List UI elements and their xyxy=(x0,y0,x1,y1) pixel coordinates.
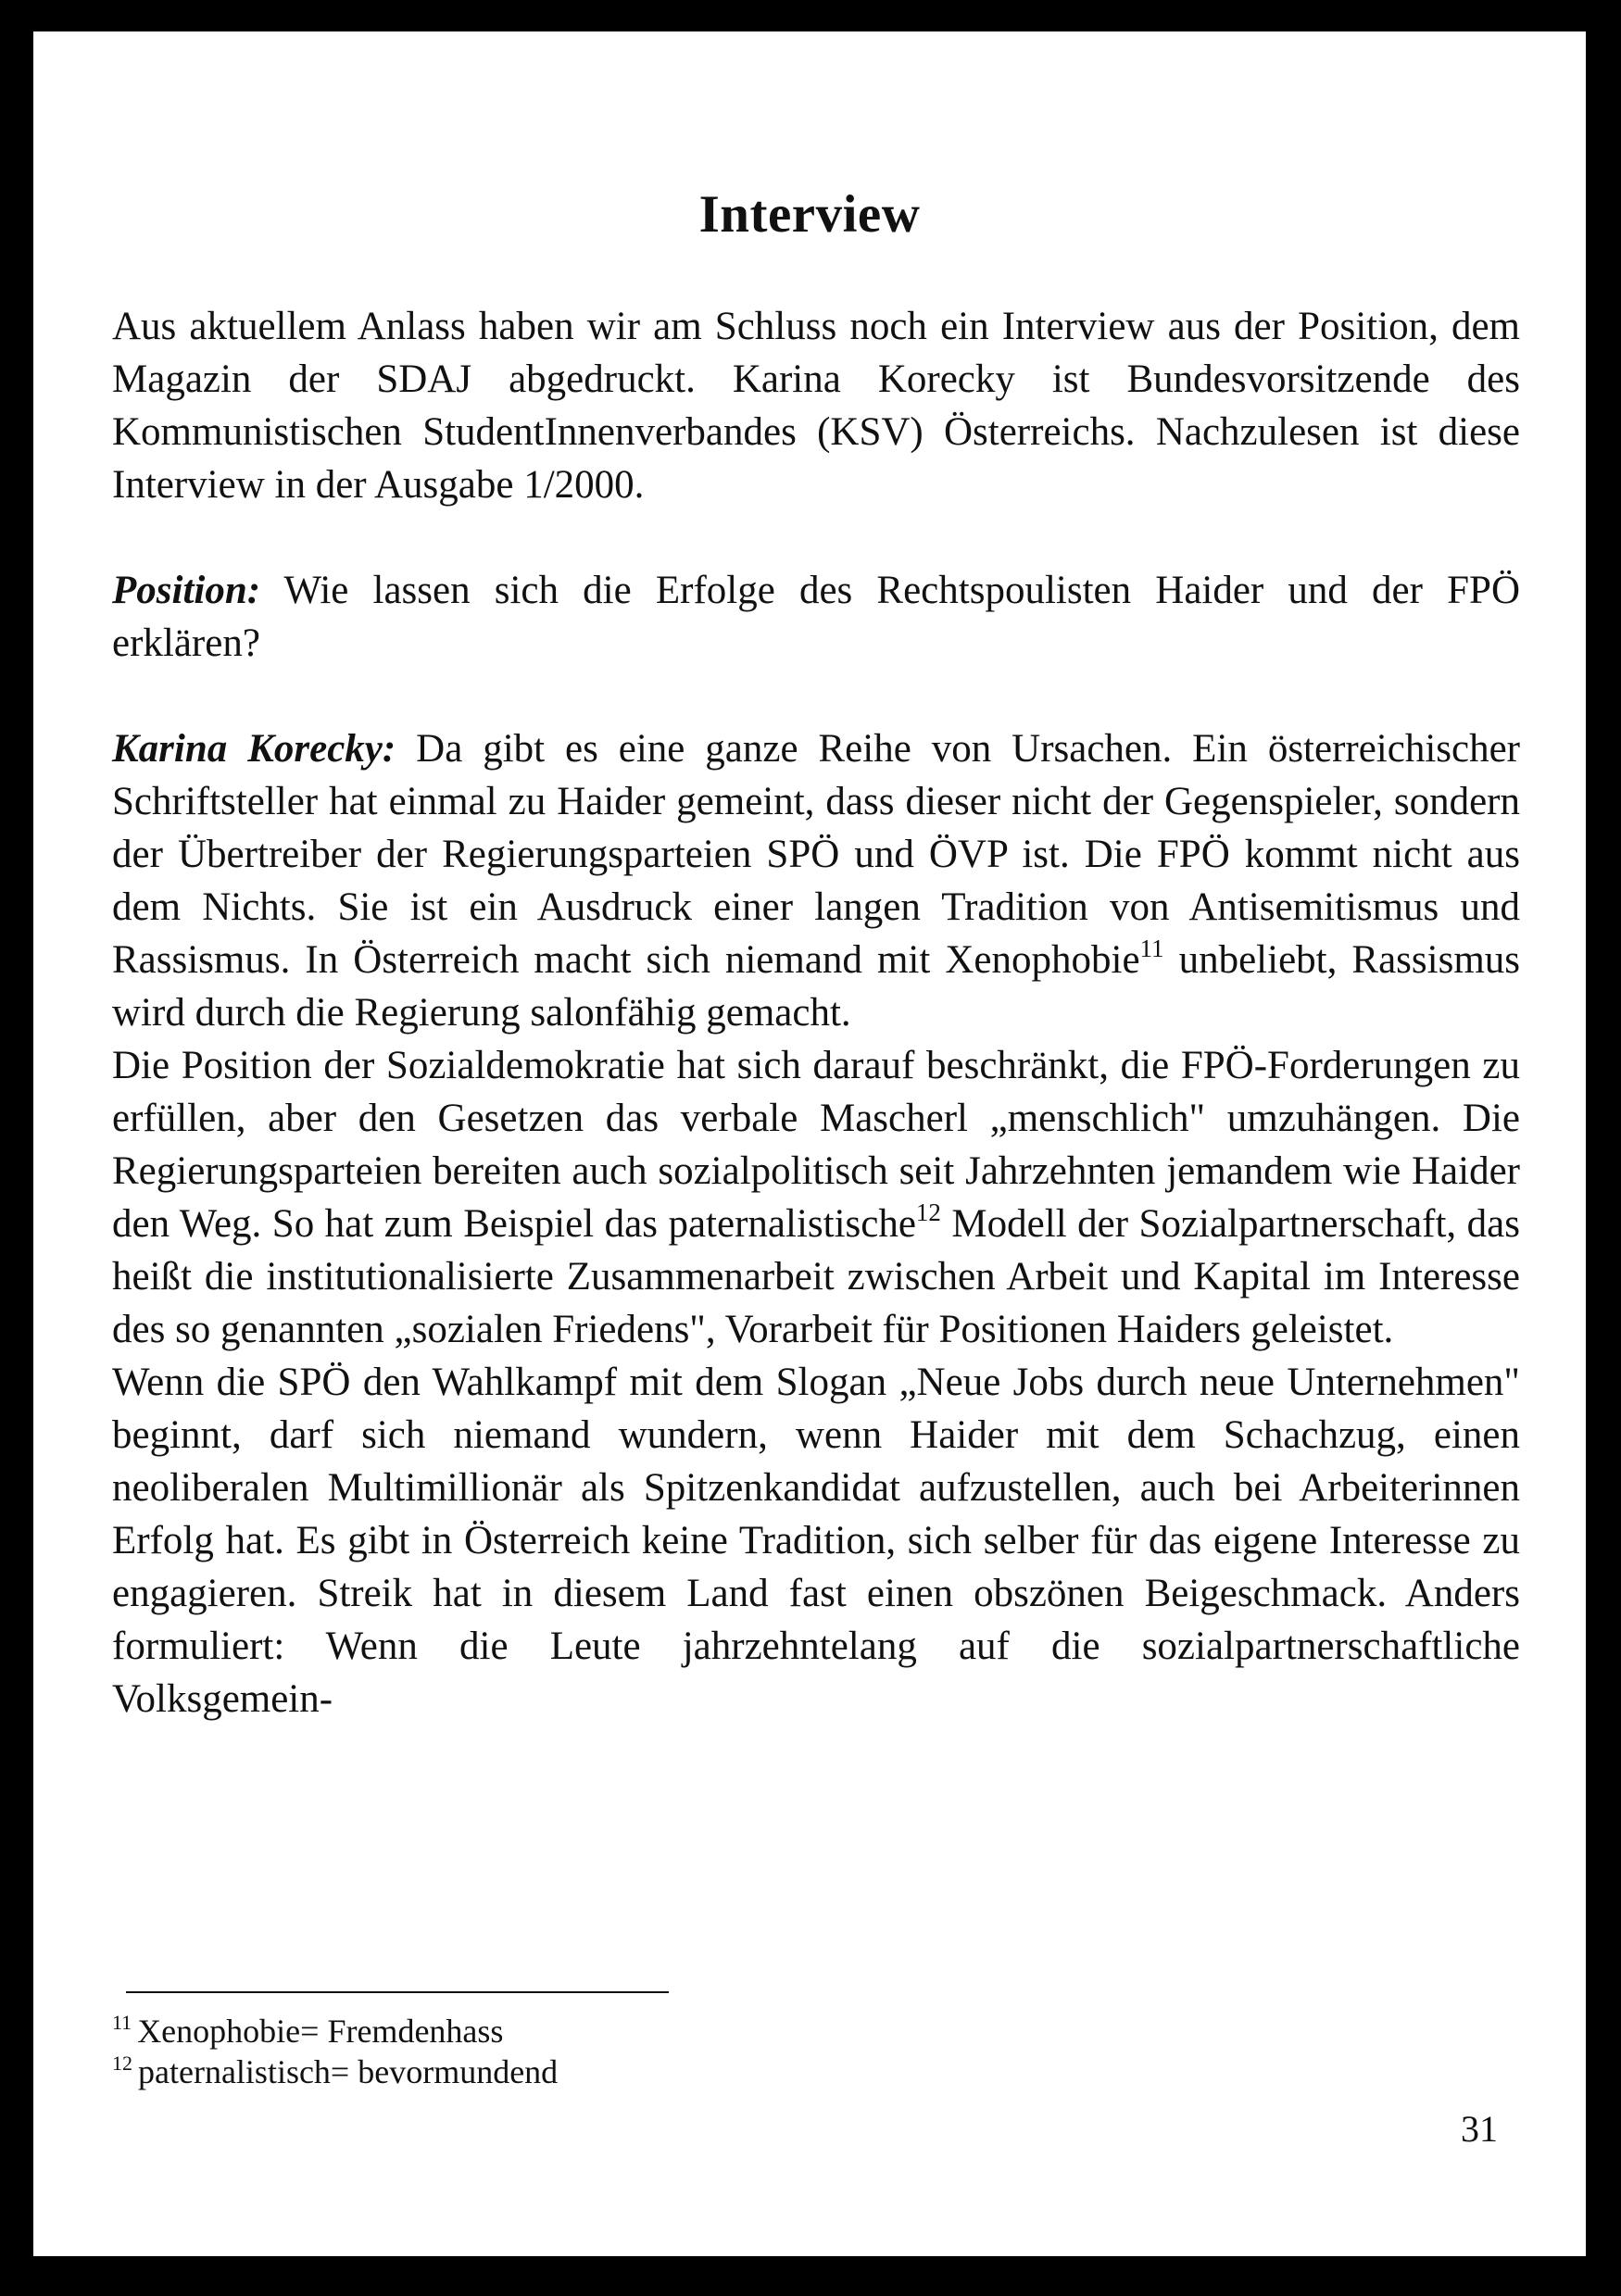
footnote-mark: 12 xyxy=(112,2051,132,2075)
document-page xyxy=(33,31,1586,2256)
question-text: Wie lassen sich die Erfolge des Rechtspoulisten Haider und der FPÖ erklären? xyxy=(112,569,1520,665)
footnote-text: paternalistisch= bevormundend xyxy=(138,2053,559,2090)
footnote-divider xyxy=(126,1991,669,1993)
answer-p2-text-b: Modell der Sozialpartnerschaft, das heißt die institutionalisierte Zusammenarbeit zwischen Arbeit und Kapital im Interesse des so genannten „sozialen Friedens", Vorarbeit für Positionen Haiders geleistet. xyxy=(112,1202,1520,1351)
question-speaker: Position: xyxy=(112,569,261,612)
answer-paragraph-1 xyxy=(112,722,1520,1039)
article-body xyxy=(112,300,1520,1725)
footnotes xyxy=(112,2011,558,2092)
intro-paragraph: Aus aktuellem Anlass haben wir am Schluss noch ein Interview aus der Position, dem Magazin der SDAJ abgedruckt. Karina Korecky ist Bundesvorsitzende des Kommunistischen StudentInnenverbandes (KSV) Österreichs. Nachzulesen ist diese Interview in der Ausgabe 1/2000. xyxy=(112,305,1520,507)
footnote-mark: 11 xyxy=(112,2011,132,2034)
footnote-ref-12: 12 xyxy=(915,1198,941,1226)
footnote-item xyxy=(112,2051,558,2092)
page-title: Interview xyxy=(698,185,921,244)
footnote-text: Xenophobie= Fremdenhass xyxy=(137,2013,504,2050)
answer-p1-text-b: unbeliebt, Rassismus wird durch die Regierung salonfähig gemacht. xyxy=(112,938,1521,1035)
page-number: 31 xyxy=(1461,2108,1498,2150)
footnote-item xyxy=(112,2011,558,2051)
question-paragraph xyxy=(112,564,1520,670)
footnote-ref-11: 11 xyxy=(1139,935,1164,962)
answer-paragraph-3: Wenn die SPÖ den Wahlkampf mit dem Slogan „Neue Jobs durch neue Unternehmen" beginnt, darf sich niemand wundern, wenn Haider mit dem Schachzug, einen neoliberalen Multimillionär als Spitzenkandidat aufzustellen, auch bei Arbeiterinnen Erfolg hat. Es gibt in Österreich keine Tradition, sich selber für das eigene Interesse zu engagieren. Streik hat in diesem Land fast einen obszönen Beigeschmack. Anders formuliert: Wenn die Leute jahrzehntelang auf die sozialpartnerschaftliche Volksgemein- xyxy=(112,1361,1520,1721)
answer-p1-text-a: Da gibt es eine ganze Reihe von Ursachen. Ein österreichischer Schriftsteller hat einmal zu Haider gemeint, dass dieser nicht der Gegenspieler, sondern der Übertreiber der Regierungsparteien SPÖ und ÖVP ist. Die FPÖ kommt nicht aus dem Nichts. Sie ist ein Ausdruck einer langen Tradition von Antisemitismus und Rassismus. In Österreich macht sich niemand mit Xenophobie xyxy=(112,727,1521,982)
answer-p2-text-a: Die Position der Sozialdemokratie hat sich darauf beschränkt, die FPÖ-Forderungen zu erfüllen, aber den Gesetzen das verbale Mascherl „menschlich" umzuhängen. Die Regierungsparteien bereiten auch sozialpolitisch seit Jahrzehnten jemandem wie Haider den Weg. So hat zum Beispiel das paternalistische xyxy=(112,1044,1520,1246)
answer-paragraph-2 xyxy=(112,1039,1520,1356)
answer-speaker: Karina Korecky: xyxy=(112,727,396,771)
